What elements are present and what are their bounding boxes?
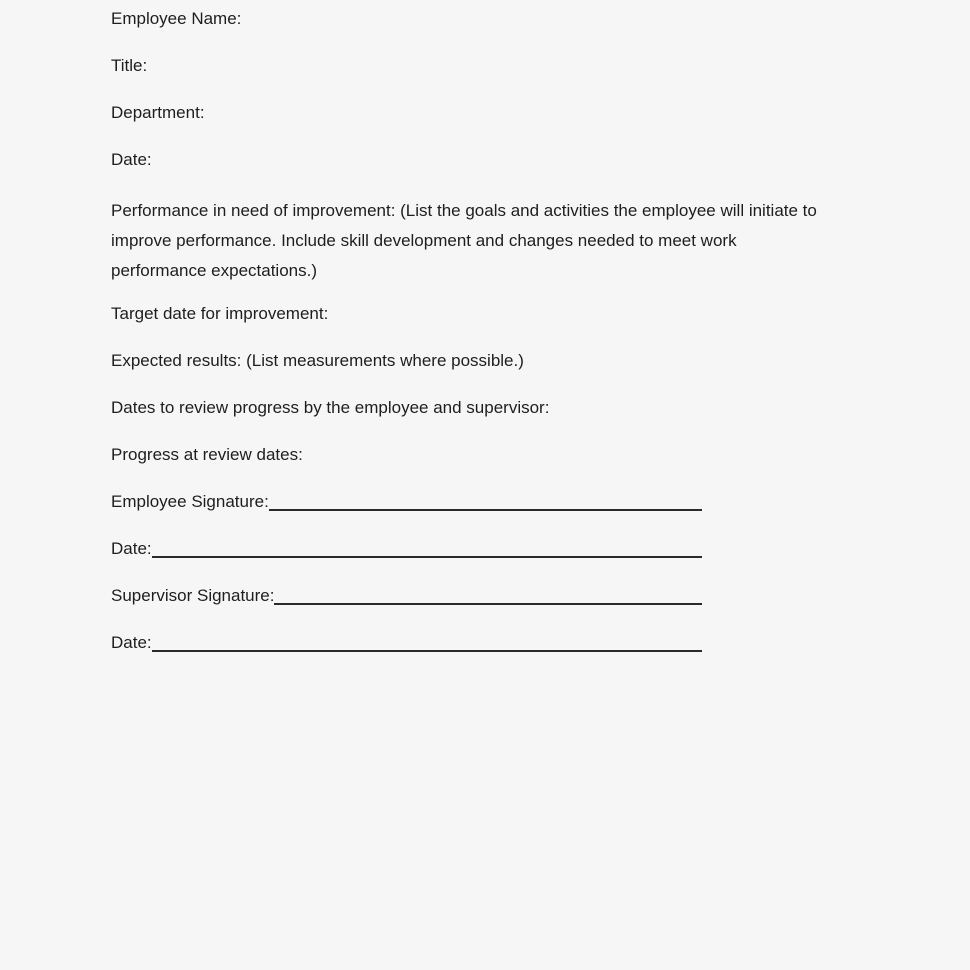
field-review-dates: Dates to review progress by the employee and supervisor: <box>111 398 550 417</box>
field-progress-review: Progress at review dates: <box>111 445 303 464</box>
field-target-date: Target date for improvement: <box>111 304 329 323</box>
employee-signature-blank[interactable] <box>269 491 702 511</box>
supervisor-signature-row <box>111 585 702 606</box>
supervisor-signature-blank[interactable] <box>274 585 702 605</box>
supervisor-date-blank[interactable] <box>152 632 702 652</box>
employee-signature-label: Employee Signature: <box>111 492 269 511</box>
field-expected-results: Expected results: (List measurements where possible.) <box>111 351 524 370</box>
supervisor-signature-label: Supervisor Signature: <box>111 586 275 605</box>
field-department: Department: <box>111 103 205 122</box>
employee-date-label: Date: <box>111 539 152 558</box>
supervisor-date-row <box>111 632 702 653</box>
improvement-paragraph-line-1: Performance in need of improvement: (List the goals and activities the employee will initiate to <box>111 201 817 220</box>
improvement-paragraph-line-2: improve performance. Include skill development and changes needed to meet work <box>111 231 737 250</box>
field-date: Date: <box>111 150 152 169</box>
improvement-paragraph-line-3: performance expectations.) <box>111 261 317 280</box>
employee-date-row <box>111 538 702 559</box>
improvement-paragraph <box>111 196 856 286</box>
supervisor-date-label: Date: <box>111 633 152 652</box>
field-title: Title: <box>111 56 148 75</box>
employee-signature-row <box>111 491 702 512</box>
employee-date-blank[interactable] <box>152 538 702 558</box>
field-employee-name: Employee Name: <box>111 9 242 28</box>
